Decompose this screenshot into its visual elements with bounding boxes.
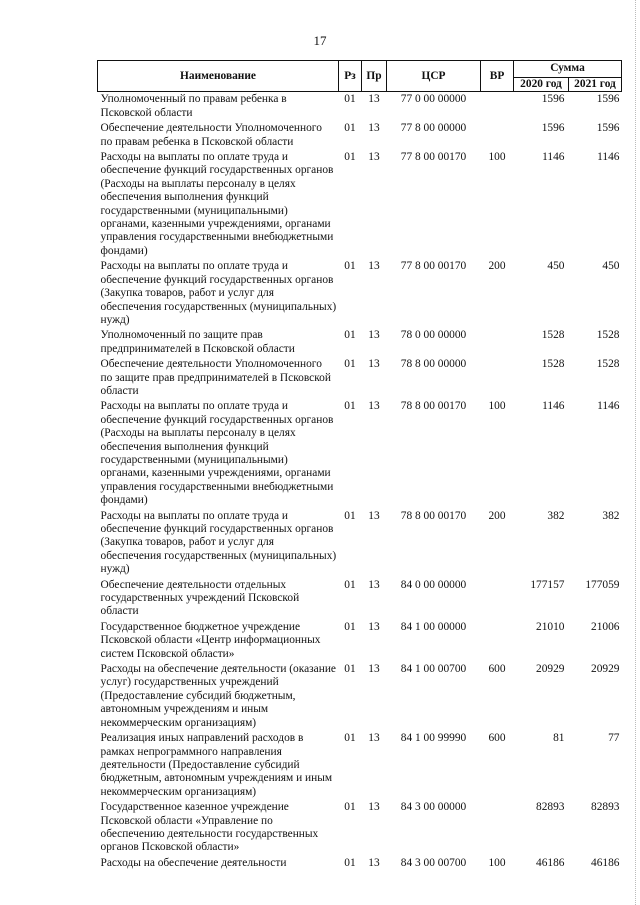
cell-sum-2021: 1146 [597, 400, 620, 413]
cell-pr: 13 [368, 329, 380, 342]
cell-csr: 77 8 00 00000 [400, 122, 467, 135]
cell-pr: 13 [368, 509, 380, 522]
header-year-2021: 2021 год [569, 78, 622, 92]
cell-sum-2020: 1146 [542, 400, 565, 413]
cell-name: Расходы на выплаты по оплате труда и обеспечение функций государственных органов (Закупка товаров, работ и услуг для обеспечения государственных (муниципальных) нужд) [100, 260, 337, 326]
cell-pr: 13 [368, 856, 380, 869]
header-vr: ВР [481, 61, 514, 92]
cell-vr [481, 122, 514, 151]
cell-sum-2020: 21010 [536, 620, 565, 633]
table-row [98, 92, 622, 122]
cell-rz: 01 [344, 732, 356, 745]
cell-sum-2020: 20929 [536, 663, 565, 676]
cell-name: Обеспечение деятельности отдельных государственных учреждений Псковской области [100, 578, 300, 618]
table-row [98, 579, 622, 621]
cell-name: Обеспечение деятельности Уполномоченного по защите прав предпринимателей в Псковской области [100, 358, 331, 397]
cell-csr: 84 0 00 00000 [400, 578, 467, 591]
cell-vr: 100 [488, 856, 506, 869]
cell-pr: 13 [368, 663, 380, 676]
cell-csr: 77 8 00 00170 [400, 260, 467, 273]
cell-rz: 01 [344, 663, 356, 676]
cell-vr: 100 [488, 151, 506, 164]
cell-sum-2020: 177157 [530, 578, 565, 591]
cell-name: Государственное казенное учреждение Псковской области «Управление по обеспечению деятельности государственных органов Псковской области» [100, 801, 319, 854]
cell-sum-2021: 1146 [597, 151, 620, 164]
cell-sum-2020: 1596 [541, 93, 565, 106]
header-csr: ЦСР [387, 61, 481, 92]
cell-pr: 13 [368, 358, 380, 371]
budget-table [97, 60, 622, 872]
cell-sum-2021: 20929 [591, 663, 620, 676]
cell-csr: 77 8 00 00170 [400, 151, 467, 164]
cell-pr: 13 [368, 93, 380, 106]
cell-pr: 13 [368, 260, 380, 273]
cell-sum-2020: 1528 [541, 329, 565, 342]
cell-name: Расходы на обеспечение деятельности (оказание услуг) государственных учреждений (Предоставление субсидий бюджетным, автономным учреждениям и иным некоммерческим организациям) [100, 663, 336, 729]
header-sum: Сумма [514, 61, 622, 78]
cell-sum-2021: 1596 [596, 122, 620, 135]
table-row [98, 621, 622, 663]
cell-rz: 01 [344, 509, 356, 522]
cell-name: Уполномоченный по правам ребенка в Псковской области [100, 93, 287, 119]
cell-csr: 84 1 00 00000 [400, 620, 467, 633]
cell-sum-2020: 1528 [541, 358, 565, 371]
cell-csr: 84 1 00 99990 [400, 732, 467, 745]
cell-name: Расходы на выплаты по оплате труда и обеспечение функций государственных органов (Расходы на выплаты персоналу в целях обеспечения выполнения функций государственными (муниципальными) органами, казенными учреждениями, органами управления государственными внебюджетными фондами) [100, 400, 334, 507]
table-row [98, 510, 622, 579]
cell-vr [481, 579, 514, 621]
cell-sum-2021: 177059 [585, 578, 620, 591]
cell-name: Расходы на обеспечение деятельности [100, 856, 287, 869]
cell-pr: 13 [368, 801, 380, 814]
table-header [98, 61, 622, 92]
cell-pr: 13 [368, 732, 380, 745]
table-row [98, 400, 622, 509]
table-row [98, 151, 622, 260]
header-rz: Рз [339, 61, 362, 92]
cell-pr: 13 [368, 400, 380, 413]
cell-vr [481, 801, 514, 857]
cell-sum-2020: 81 [553, 732, 565, 745]
cell-vr: 600 [488, 663, 506, 676]
cell-rz: 01 [344, 856, 356, 869]
cell-pr: 13 [368, 151, 380, 164]
table-row [98, 260, 622, 329]
cell-rz: 01 [344, 260, 356, 273]
cell-name: Государственное бюджетное учреждение Псковской области «Центр информационных систем Псковской области» [100, 620, 321, 660]
cell-vr [481, 92, 514, 122]
table-row [98, 857, 622, 872]
cell-vr: 200 [488, 509, 506, 522]
cell-sum-2021: 450 [602, 260, 620, 273]
cell-csr: 78 8 00 00000 [400, 358, 467, 371]
cell-sum-2020: 1146 [542, 151, 565, 164]
cell-name: Расходы на выплаты по оплате труда и обеспечение функций государственных органов (Расходы на выплаты персоналу в целях обеспечения выполнения функций государственными (муниципальными) органами, казенными учреждениями, органами управления государственными внебюджетными фондами) [100, 151, 334, 257]
cell-sum-2020: 450 [547, 260, 565, 273]
table-body [98, 92, 622, 872]
cell-vr: 600 [488, 732, 506, 745]
table-row [98, 122, 622, 151]
table-row [98, 358, 622, 400]
header-year-2020: 2020 год [514, 78, 569, 92]
cell-csr: 84 3 00 00700 [400, 856, 467, 869]
cell-vr: 200 [488, 260, 506, 273]
cell-csr: 78 0 00 00000 [400, 329, 467, 342]
cell-rz: 01 [344, 620, 356, 633]
cell-rz: 01 [344, 151, 356, 164]
cell-sum-2020: 382 [547, 509, 565, 522]
cell-sum-2021: 77 [608, 732, 620, 745]
cell-sum-2021: 82893 [591, 801, 620, 814]
cell-pr: 13 [368, 620, 380, 633]
cell-name: Уполномоченный по защите прав предпринимателей в Псковской области [100, 329, 295, 355]
cell-name: Обеспечение деятельности Уполномоченного по правам ребенка в Псковской области [100, 122, 322, 148]
cell-pr: 13 [368, 122, 380, 135]
cell-rz: 01 [344, 329, 356, 342]
cell-sum-2020: 1596 [541, 122, 565, 135]
cell-name: Реализация иных направлений расходов в рамках непрограммного направления деятельности (Предоставление субсидий бюджетным, автономным учреждениям и иным некоммерческим организациям) [100, 732, 333, 798]
cell-rz: 01 [344, 122, 356, 135]
cell-sum-2020: 46186 [536, 856, 565, 869]
cell-pr: 13 [368, 578, 380, 591]
cell-vr [481, 329, 514, 358]
cell-sum-2021: 1596 [596, 93, 620, 106]
cell-csr: 77 0 00 00000 [400, 93, 467, 106]
cell-csr: 78 8 00 00170 [400, 509, 467, 522]
cell-vr [481, 358, 514, 400]
cell-rz: 01 [344, 578, 356, 591]
cell-rz: 01 [344, 400, 356, 413]
table-row [98, 801, 622, 857]
table-row [98, 732, 622, 801]
cell-rz: 01 [344, 801, 356, 814]
page-number: 17 [313, 33, 327, 48]
cell-vr [481, 621, 514, 663]
cell-vr: 100 [488, 400, 506, 413]
cell-rz: 01 [344, 93, 356, 106]
table-row [98, 329, 622, 358]
header-name: Наименование [98, 61, 339, 92]
cell-sum-2021: 1528 [596, 329, 620, 342]
cell-sum-2021: 21006 [591, 620, 620, 633]
cell-sum-2020: 82893 [536, 801, 565, 814]
cell-csr: 84 1 00 00700 [400, 663, 467, 676]
header-pr: Пр [362, 61, 387, 92]
cell-csr: 84 3 00 00000 [400, 801, 467, 814]
cell-sum-2021: 382 [602, 509, 620, 522]
table-row [98, 663, 622, 732]
cell-sum-2021: 1528 [596, 358, 620, 371]
cell-csr: 78 8 00 00170 [400, 400, 467, 413]
cell-rz: 01 [344, 358, 356, 371]
cell-sum-2021: 46186 [591, 856, 620, 869]
scan-edge-mark [634, 0, 636, 905]
cell-name: Расходы на выплаты по оплате труда и обеспечение функций государственных органов (Закупка товаров, работ и услуг для обеспечения государственных (муниципальных) нужд) [100, 509, 337, 576]
